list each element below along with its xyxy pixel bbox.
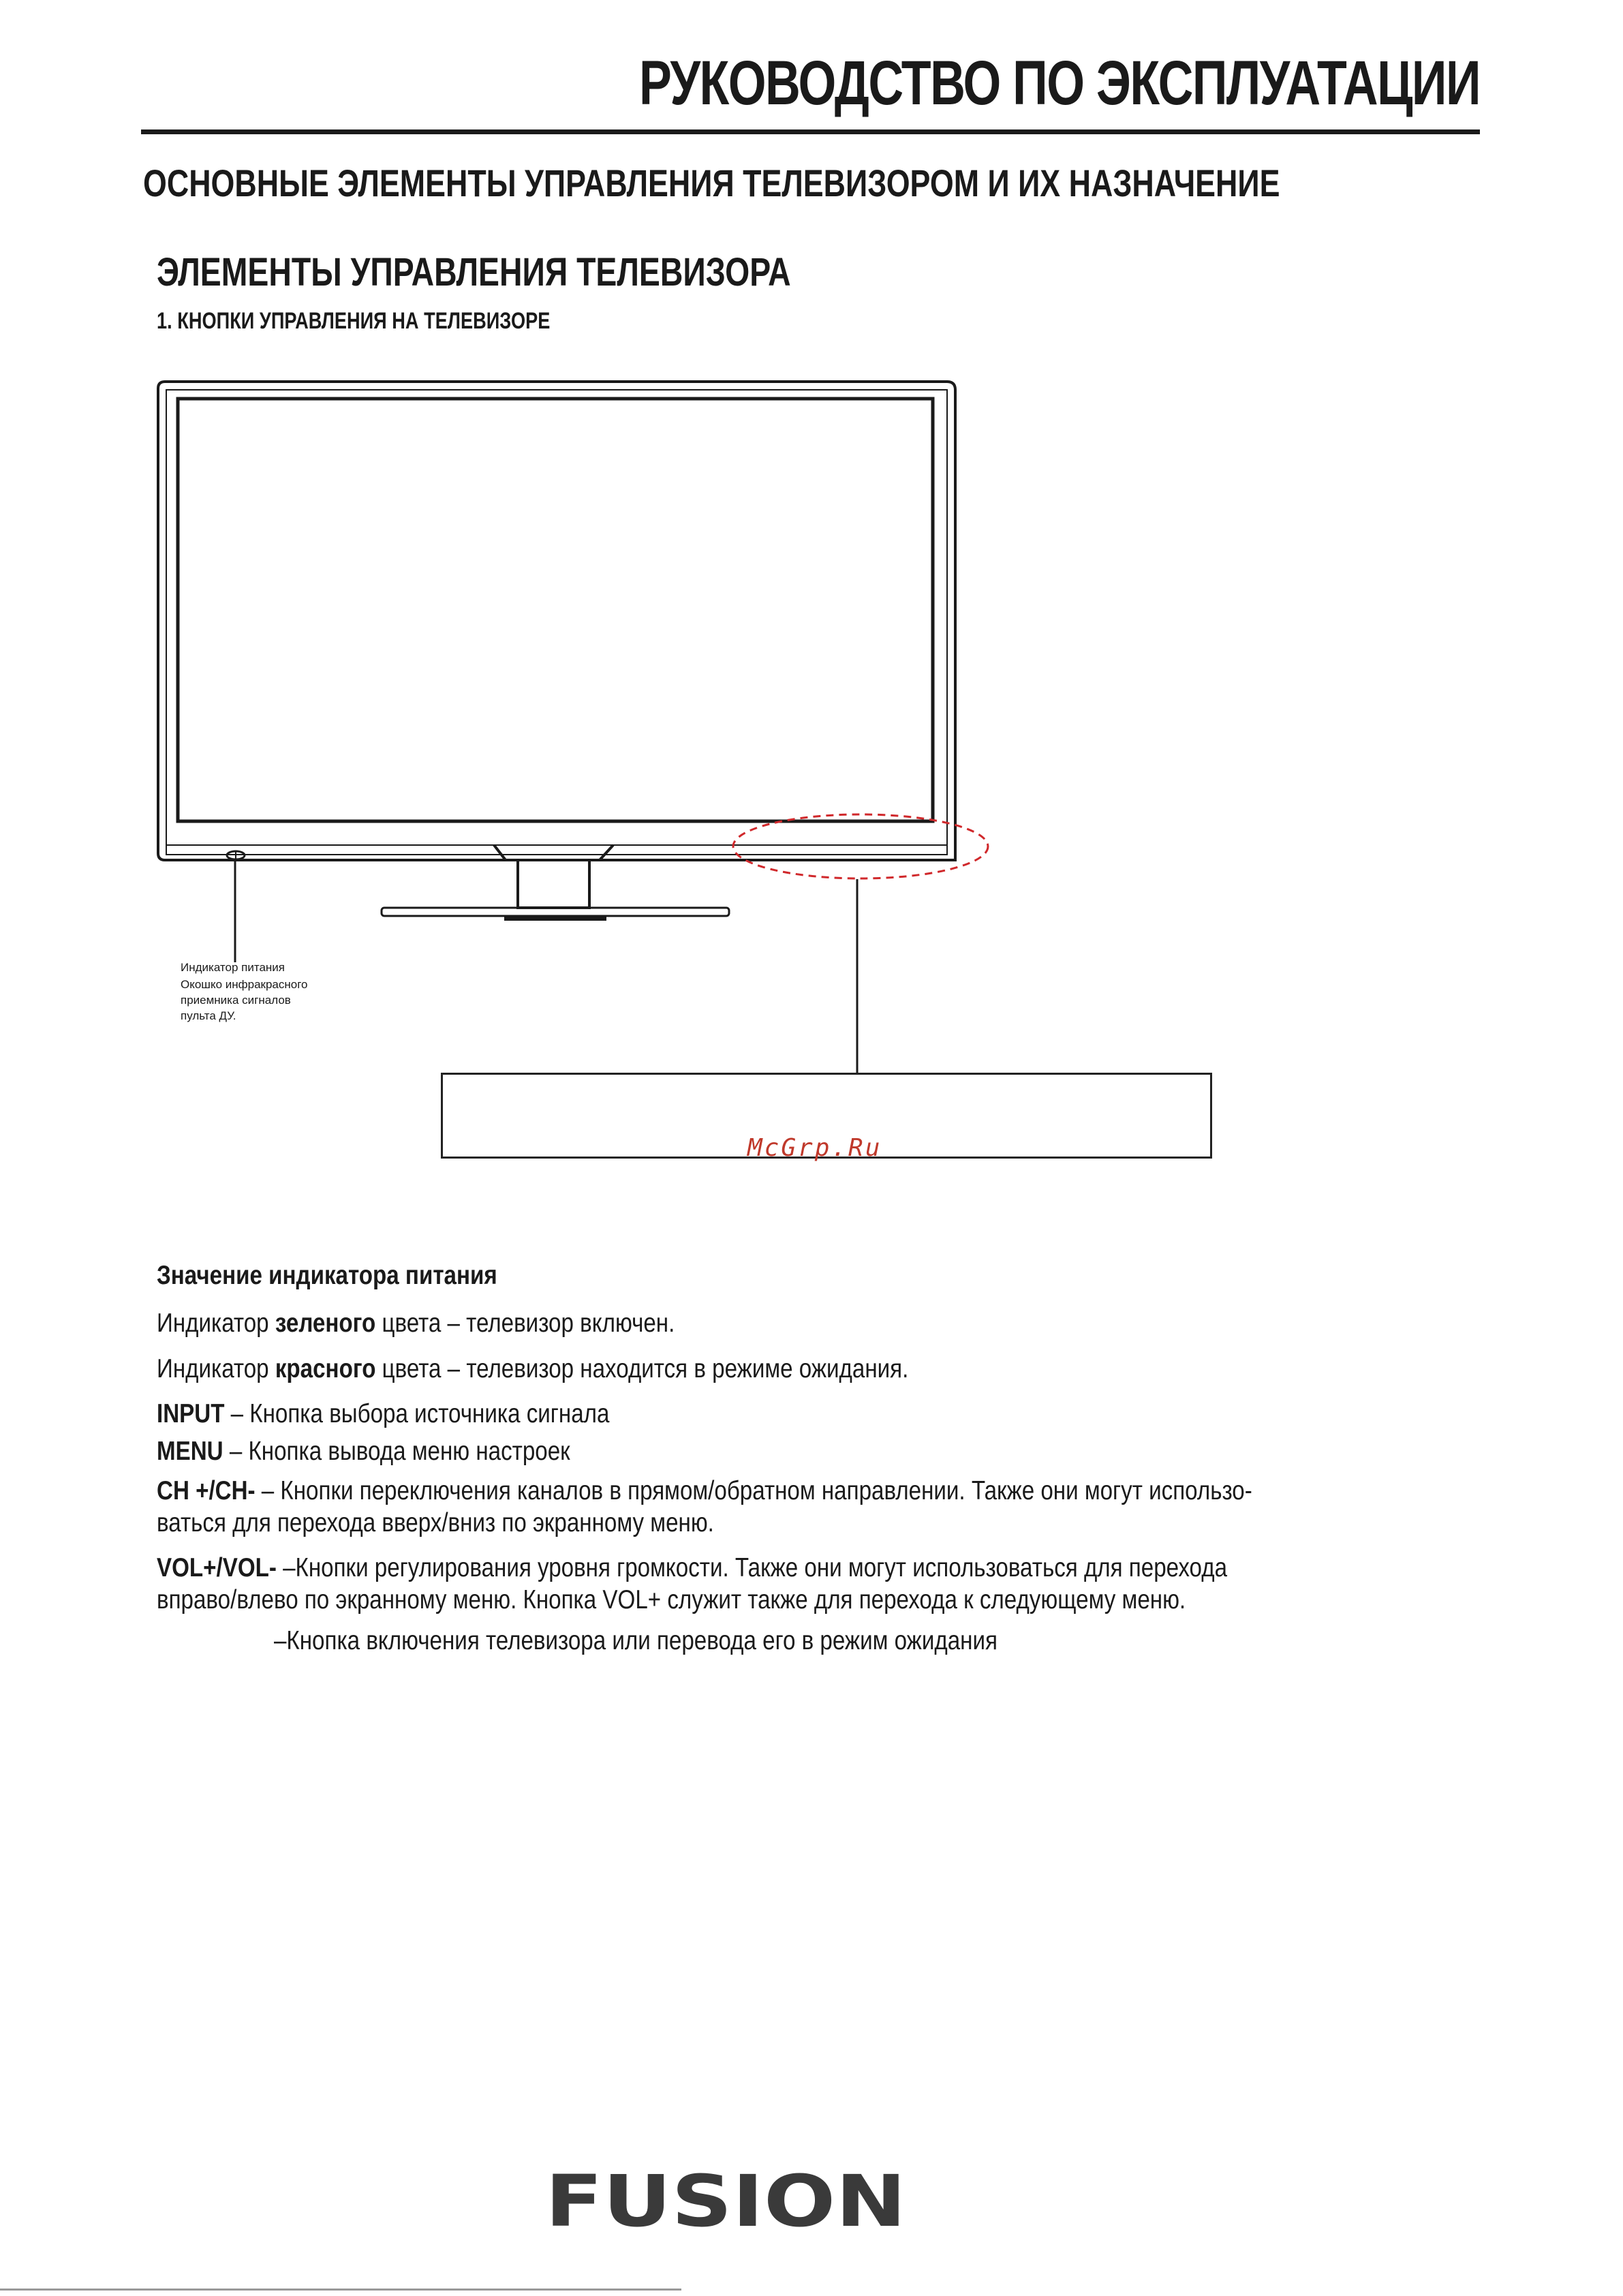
button-menu-desc: MENU – Кнопка вывода меню настроек bbox=[157, 1437, 570, 1466]
legend-green: Индикатор зеленого цвета – телевизор включен. bbox=[157, 1308, 675, 1338]
indicator-label-line: пульта ДУ. bbox=[181, 1009, 236, 1022]
legend-heading: Значение индикатора питания bbox=[157, 1261, 497, 1290]
button-power-desc: –Кнопка включения телевизора или перевода его в режим ожидания bbox=[274, 1626, 998, 1655]
fusion-logo bbox=[545, 2171, 913, 2233]
tv-screen bbox=[178, 399, 933, 821]
indicator-label-line: Окошко инфракрасного bbox=[181, 978, 308, 991]
fusion-logo-text: FUSION bbox=[545, 2171, 906, 2233]
watermark: McGrp.Ru bbox=[747, 1134, 882, 1162]
indicator-label-line: приемника сигналов bbox=[181, 994, 291, 1007]
button-ch-desc: CH +/CH- – Кнопки переключения каналов в прямом/обратном направлении. Также они могут использо- ваться для перехода вверх/вниз по экранному меню. bbox=[157, 1476, 1252, 1537]
footer-rule bbox=[0, 2289, 681, 2291]
button-vol-desc: VOL+/VOL- –Кнопки регулирования уровня громкости. Также они могут использоваться для перехода вправо/влево по экранному меню. Кнопка VOL+ служит также для перехода к следующему меню. bbox=[157, 1553, 1228, 1614]
controls-callout-ellipse bbox=[733, 814, 988, 878]
indicator-label-line: Индикатор питания bbox=[181, 961, 285, 974]
tv-inner-frame bbox=[166, 390, 947, 855]
section-title: ОСНОВНЫЕ ЭЛЕМЕНТЫ УПРАВЛЕНИЯ ТЕЛЕВИЗОРОМ И ИХ НАЗНАЧЕНИЕ bbox=[143, 162, 1280, 204]
button-input-desc: INPUT – Кнопка выбора источника сигнала bbox=[157, 1399, 610, 1428]
subheading: 1. КНОПКИ УПРАВЛЕНИЯ НА ТЕЛЕВИЗОРЕ bbox=[157, 308, 551, 334]
page-header-title: РУКОВОДСТВО ПО ЭКСПЛУАТАЦИИ bbox=[639, 48, 1480, 118]
tv-outer-frame bbox=[158, 382, 955, 860]
subsection-title: ЭЛЕМЕНТЫ УПРАВЛЕНИЯ ТЕЛЕВИЗОРА bbox=[157, 250, 791, 294]
legend-red: Индикатор красного цвета – телевизор находится в режиме ожидания. bbox=[157, 1354, 909, 1383]
